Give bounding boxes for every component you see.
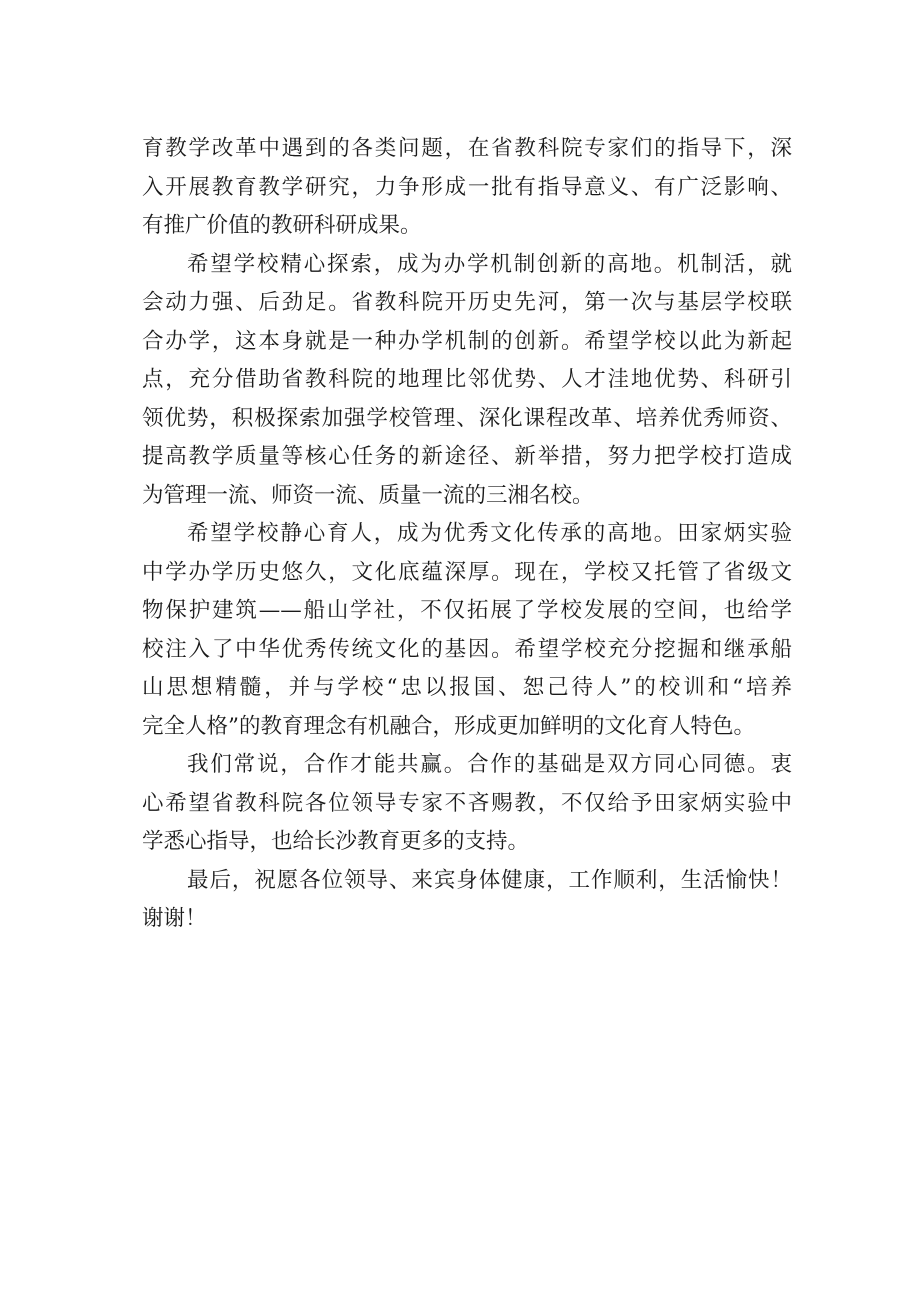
paragraph-3-line-3: 物保护建筑——船山学社，不仅拓展了学校发展的空间，也给学: [142, 598, 792, 623]
paragraph-4-line-1: 我们常说，合作才能共赢。合作的基础是双方同心同德。衷: [187, 752, 792, 777]
paragraph-2-line-6: 提高教学质量等核心任务的新途径、新举措，努力把学校打造成: [142, 444, 792, 469]
paragraph-3-line-5: 山思想精髓，并与学校“忠以报国、恕己待人”的校训和“培养: [142, 675, 792, 700]
paragraph-2-line-4: 点，充分借助省教科院的地理比邻优势、人才洼地优势、科研引: [142, 367, 792, 392]
document-body: [142, 130, 792, 939]
paragraph-4-line-3: 学悉心指导，也给长沙教育更多的支持。: [142, 829, 530, 854]
paragraph-2-line-3: 合办学，这本身就是一种办学机制的创新。希望学校以此为新起: [142, 328, 792, 354]
paragraph-3-line-6: 完全人格”的教育理念有机融合，形成更加鲜明的文化育人特色。: [142, 713, 755, 739]
paragraph-2-line-7: 为管理一流、师资一流、质量一流的三湘名校。: [142, 482, 594, 508]
paragraph-5-line-1: 最后，祝愿各位领导、来宾身体健康，工作顺利，生活愉快！: [187, 867, 792, 893]
paragraph-3-line-2: 中学办学历史悠久，文化底蕴深厚。现在，学校又托管了省级文: [142, 559, 792, 585]
paragraph-4-line-2: 心希望省教科院各位领导专家不吝赐教，不仅给予田家炳实验中: [142, 790, 792, 816]
paragraph-2-line-1: 希望学校精心探索，成为办学机制创新的高地。机制活，就: [187, 251, 792, 277]
paragraph-1-line-2: 入开展教育教学研究，力争形成一批有指导意义、有广泛影响、: [142, 174, 792, 200]
paragraph-2-line-2: 会动力强、后劲足。省教科院开历史先河，第一次与基层学校联: [142, 290, 792, 315]
paragraph-2-line-5: 领优势，积极探索加强学校管理、深化课程改革、培养优秀师资、: [142, 405, 792, 431]
paragraph-3-line-4: 校注入了中华优秀传统文化的基因。希望学校充分挖掘和继承船: [142, 636, 792, 662]
paragraph-1-line-1: 育教学改革中遇到的各类问题，在省教科院专家们的指导下，深: [142, 136, 792, 161]
paragraph-1-line-3: 有推广价值的教研科研成果。: [142, 213, 422, 238]
paragraph-5-line-2: 谢谢！: [142, 906, 207, 931]
paragraph-3-line-1: 希望学校静心育人，成为优秀文化传承的高地。田家炳实验: [187, 521, 792, 546]
